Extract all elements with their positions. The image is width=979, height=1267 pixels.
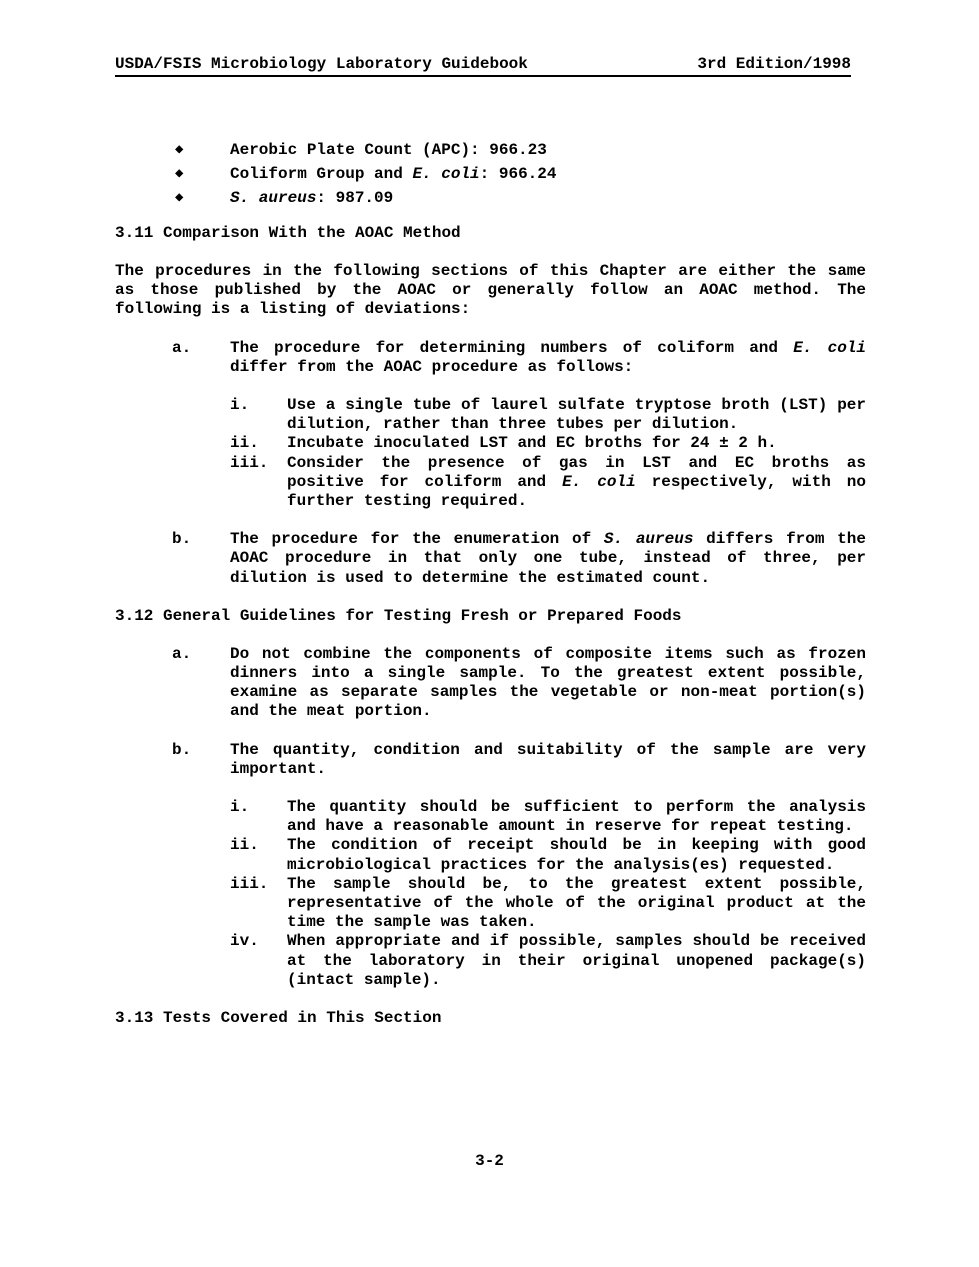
section-3-11-intro: The procedures in the following sections of this Chapter are either the same as those published by the AOAC or generally follow an AOAC method. The following is a listing of deviations:: [115, 262, 866, 319]
section-3-12-b-sub-iii: iii. The sample should be, to the greatest extent possible, representative of the whole of the original product at the time the sample was taken.: [230, 874, 866, 932]
section-3-12-item-a: a. Do not combine the components of composite items such as frozen dinners into a single sample. To the greatest extent possible, examine as separate samples the vegetable or non-meat portion(s) and the meat portion.: [172, 644, 866, 721]
diamond-bullet-icon: ◆: [175, 190, 184, 206]
section-3-11-a-sub-iii: iii. Consider the presence of gas in LST and EC broths as positive for coliform and E. coli respectively, with no further testing required.: [230, 453, 866, 511]
section-3-12-b-sub-i: i. The quantity should be sufficient to perform the analysis and have a reasonable amount in reserve for repeat testing.: [230, 798, 866, 836]
section-3-12-b-sub-ii: ii. The condition of receipt should be in keeping with good microbiological practices for the analysis(es) requested.: [230, 836, 866, 874]
section-heading-3-13: 3.13 Tests Covered in This Section: [115, 1009, 442, 1028]
section-3-11-item-b: b. The procedure for the enumeration of S. aureus differs from the AOAC procedure in that only one tube, instead of three, per dilution is used to determine the estimated count.: [172, 530, 866, 587]
list-item: ◆ S. aureus: 987.09: [115, 186, 866, 210]
list-item: ◆ Coliform Group and E. coli: 966.24: [115, 162, 866, 186]
diamond-bullet-icon: ◆: [175, 166, 184, 182]
page-body: [115, 138, 866, 1028]
section-3-12-item-b: b. The quantity, condition and suitability of the sample are very important.: [172, 740, 866, 778]
header-edition: 3rd Edition/1998: [697, 55, 851, 73]
diamond-bullet-icon: ◆: [175, 142, 184, 158]
section-3-11-a-sub-ii: ii. Incubate inoculated LST and EC broths for 24 ± 2 h.: [230, 434, 777, 453]
section-heading-3-11: 3.11 Comparison With the AOAC Method: [115, 224, 461, 242]
section-3-11-item-a: a. The procedure for determining numbers of coliform and E. coli differ from the AOAC procedure as follows:: [172, 338, 867, 376]
list-item: ◆ Aerobic Plate Count (APC): 966.23: [115, 138, 866, 162]
section-3-11-a-sub-i: i. Use a single tube of laurel sulfate tryptose broth (LST) per dilution, rather than three tubes per dilution.: [230, 396, 866, 434]
running-header: [115, 55, 851, 77]
header-title: USDA/FSIS Microbiology Laboratory Guidebook: [115, 55, 528, 73]
section-3-12-b-sub-iv: iv. When appropriate and if possible, samples should be received at the laboratory in their original unopened package(s) (intact sample).: [230, 932, 866, 989]
aoac-method-list: [115, 138, 866, 210]
section-heading-3-12: 3.12 General Guidelines for Testing Fresh or Prepared Foods: [115, 606, 682, 625]
page-number: 3-2: [475, 1152, 504, 1170]
